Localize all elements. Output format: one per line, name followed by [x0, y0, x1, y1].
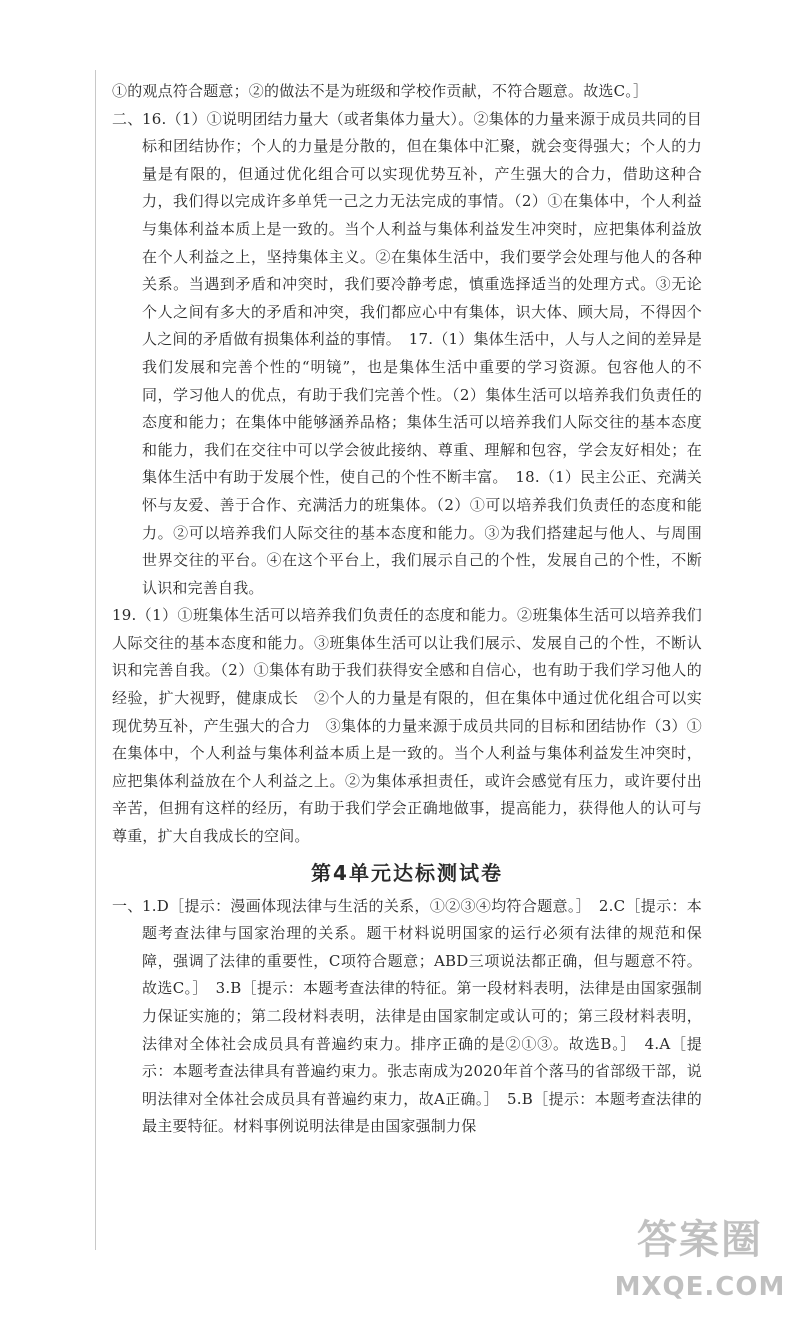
watermark-logo — [610, 1200, 790, 1320]
watermark-title: 答案圈 — [637, 1217, 763, 1263]
watermark-url: MXQE.COM — [614, 1272, 786, 1302]
paragraph-text: 19.（1）①班集体生活可以培养我们负责任的态度和能力。②班集体生活可以培养我们人际交往的基本态度和能力。③班集体生活可以让我们展示、发展自己的个性，不断认识和完善自我。（2）①集体有助于我们获得安全感和自信心，也有助于我们学习他人的经验，扩大视野，健康成长 ②个人的力量是有限的，但在集体中通过优化组合可以实现优势互补，产生强大的合力 ③集体的力量来源于成员共同的目标和团结协作（3）①在集体中，个人利益与集体利益本质上是一致的。当个人利益与集体利益发生冲突时，应把集体利益放在个人利益之上。②为集体承担责任，或许会感觉有压力，或许要付出辛苦，但拥有这样的经历，有助于我们学会正确地做事，提高能力，获得他人的认可与尊重，扩大自我成长的空间。 — [112, 606, 702, 846]
answer-paragraph-q19 — [112, 602, 702, 850]
paragraph-text: 16.（1）①说明团结力量大（或者集体力量大）。②集体的力量来源于成员共同的目标和团结协作；个人的力量是分散的，但在集体中汇聚，就会变得强大；个人的力量是有限的，但通过优化组合可以实现优势互补，产生强大的合力，借助这种合力，我们得以完成许多单凭一己之力无法完成的事情。（2）①在集体中，个人利益与集体利益本质上是一致的。当个人利益与集体利益发生冲突时，应把集体利益放在个人利益之上，坚持集体主义。②在集体生活中，我们要学会处理与他人的各种关系。当遇到矛盾和冲突时，我们要冷静考虑，慎重选择适当的处理方式。③无论个人之间有多大的矛盾和冲突，我们都应心中有集体，识大体、顾大局，不得因个人之间的矛盾做有损集体利益的事情。 17.（1）集体生活中，人与人之间的差异是我们发展和完善个性的“明镜”，也是集体生活中重要的学习资源。包容他人的不同，学习他人的优点，有助于我们完善个性。（2）集体生活可以培养我们负责任的态度和能力；在集体中能够涵养品格；集体生活可以培养我们人际交往的基本态度和能力，我们在交往中可以学会彼此接纳、尊重、理解和包容，学会友好相处；在集体生活中有助于发展个性，使自己的个性不断丰富。 18.（1）民主公正、充满关怀与友爱、善于合作、充满活力的班集体。（2）①可以培养我们负责任的态度和能力。②可以培养我们人际交往的基本态度和能力。③为我们搭建起与他人、与周围世界交往的平台。④在这个平台上，我们展示自己的个性，发展自己的个性，不断认识和完善自我。 — [142, 109, 702, 597]
answer-paragraph-continued — [112, 78, 702, 106]
paragraph-text: 1.D［提示：漫画体现法律与生活的关系，①②③④均符合题意。］ 2.C［提示：本题考查法律与国家治理的关系。题干材料说明国家的运行必须有法律的规范和保障，强调了法律的重要性，C项符合题意；ABD三项说法都正确，但与题意不符。故选C。］ 3.B［提示：本题考查法律的特征。第一段材料表明，法律是由国家强制力保证实施的；第二段材料表明，法律是由国家制定或认可的；第三段材料表明，法律对全体社会成员具有普遍约束力。排序正确的是②①③。故选B。］ 4.A［提示：本题考查法律具有普遍约束力。张志南成为2020年首个落马的省部级干部，说明法律对全体社会成员具有普遍约束力，故A正确。］ 5.B［提示：本题考查法律的最主要特征。材料事例说明法律是由国家强制力保 — [142, 896, 702, 1136]
section-title: 第4单元达标测试卷 — [311, 860, 503, 885]
paragraph-text: ①的观点符合题意；②的做法不是为班级和学校作贡献，不符合题意。故选C。］ — [112, 82, 649, 100]
section-number: 二、 — [112, 109, 143, 128]
margin-rule — [95, 70, 96, 1250]
answer-paragraph-section-1 — [112, 893, 702, 1141]
section-number: 一、 — [112, 896, 143, 915]
answer-content — [112, 78, 702, 1141]
answer-paragraph-section-2 — [112, 106, 702, 603]
